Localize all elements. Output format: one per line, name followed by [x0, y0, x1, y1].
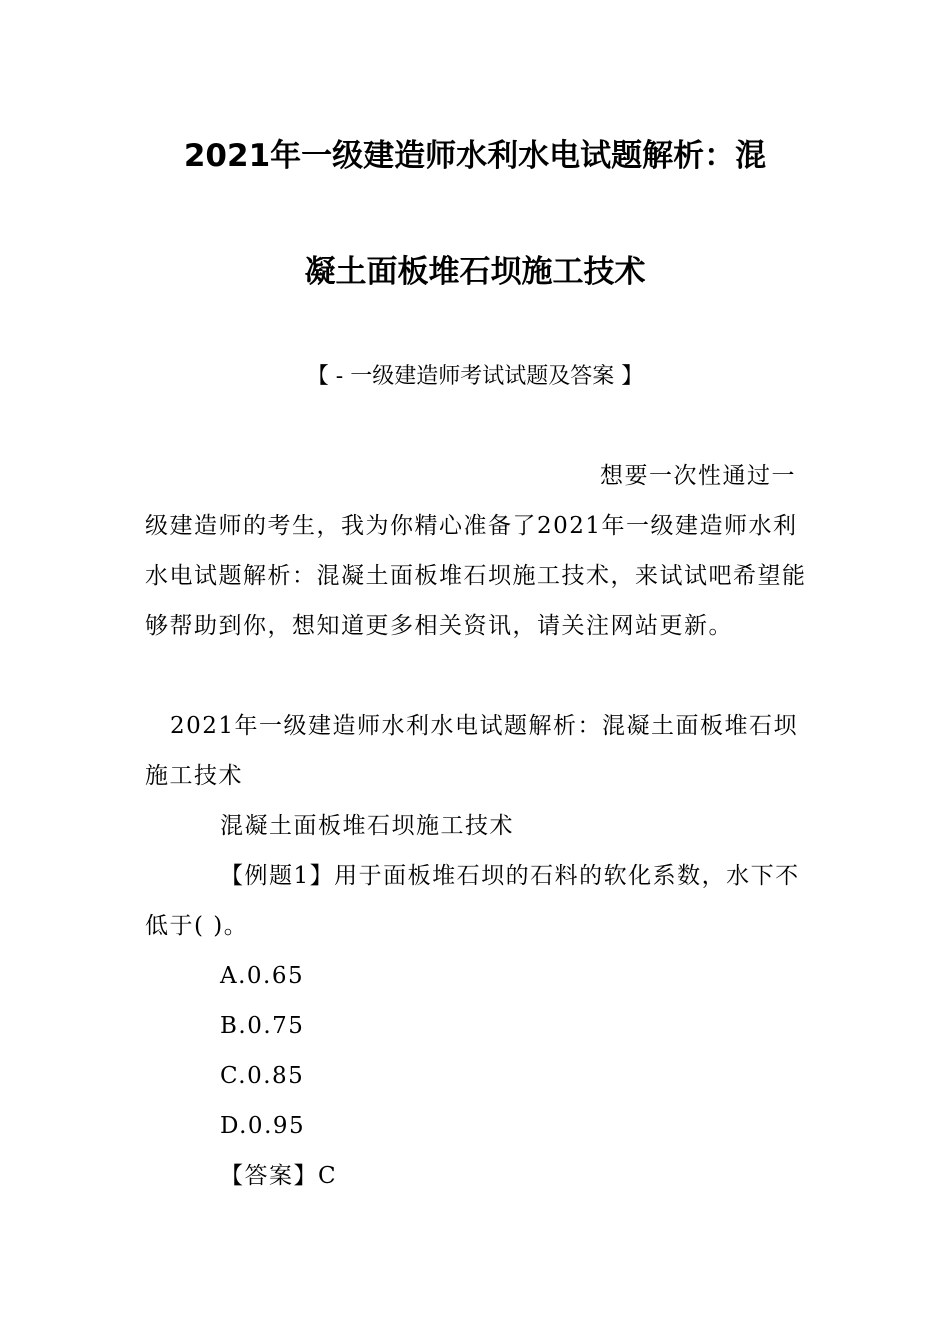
option-a: A.0.65: [220, 963, 305, 989]
option-b: B.0.75: [220, 1013, 305, 1039]
document-title-line-2: 凝土面板堆石坝施工技术: [304, 254, 646, 290]
question-text: 【例题1】用于面板堆石坝的石料的软化系数，水下不低于( )。: [145, 863, 800, 939]
section-heading: 混凝土面板堆石坝施工技术: [220, 813, 514, 839]
document-category: 【 - 一级建造师考试试题及答案 】: [306, 364, 644, 389]
option-c: C.0.85: [220, 1063, 305, 1089]
option-d: D.0.95: [220, 1113, 306, 1139]
intro-paragraph: 想要一次性通过一级建造师的考生，我为你精心准备了2021年一级建造师水利水电试题解析：混凝土面板堆石坝施工技术，来试试吧希望能够帮助到你，想知道更多相关资讯，请关注网站更新。: [145, 463, 807, 639]
answer-text: 【答案】C: [220, 1163, 338, 1189]
article-heading: 2021年一级建造师水利水电试题解析：混凝土面板堆石坝施工技术: [145, 713, 799, 789]
document-title-line-1: 2021年一级建造师水利水电试题解析：混: [183, 138, 767, 174]
